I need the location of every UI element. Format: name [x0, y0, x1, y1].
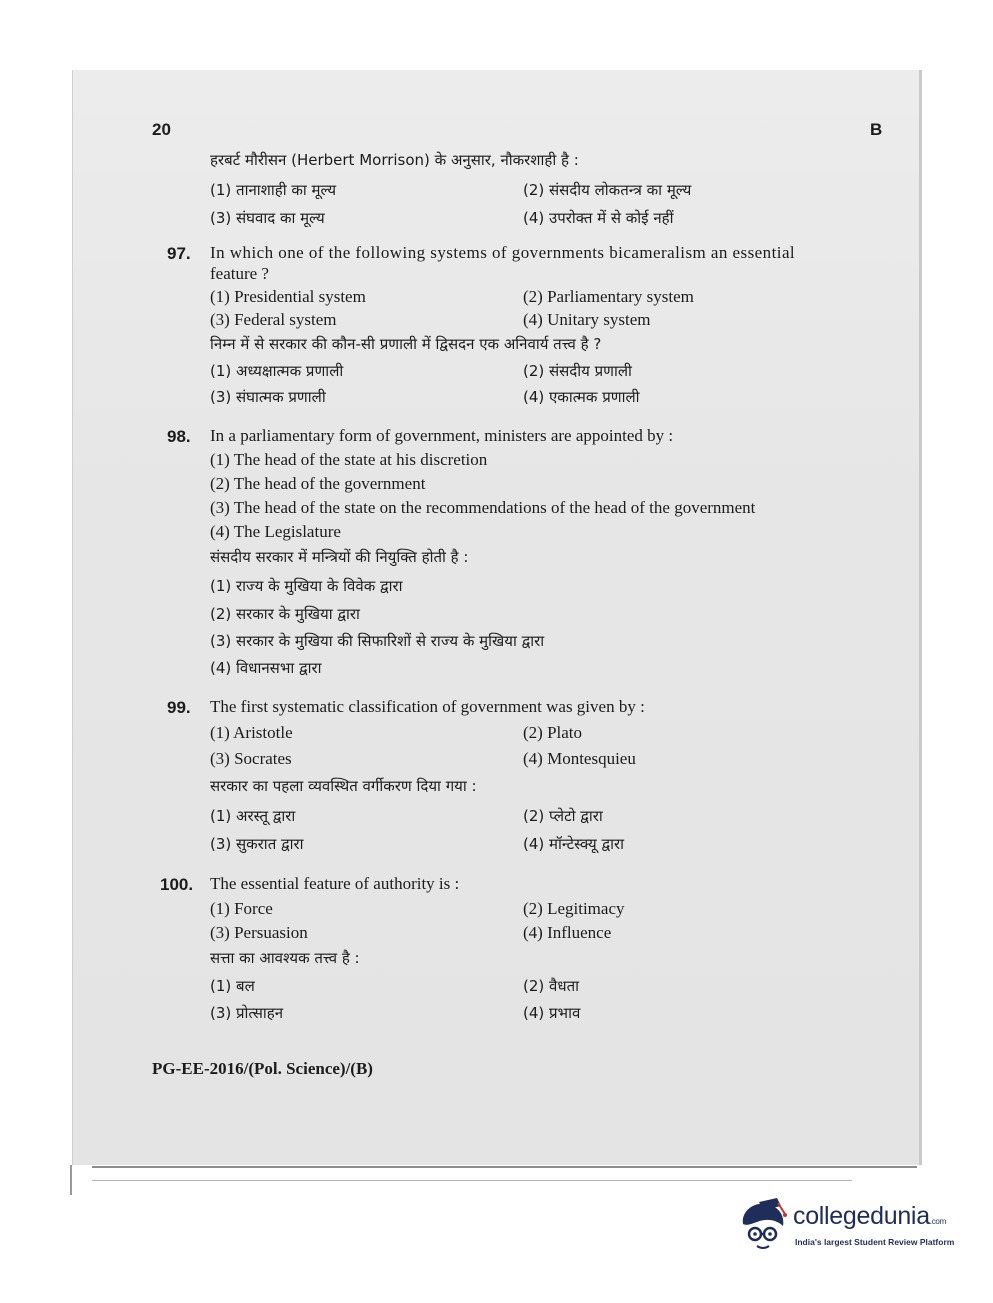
q98-option-2-hindi: (2) सरकार के मुखिया द्वारा — [210, 605, 360, 623]
page-left-edge — [70, 1165, 72, 1195]
q98-option-4: (4) The Legislature — [210, 522, 341, 541]
collegedunia-logo[interactable] — [737, 1196, 967, 1260]
q97-option-2-hindi: (2) संसदीय प्रणाली — [523, 362, 632, 380]
q100-option-2: (2) Legitimacy — [523, 899, 625, 918]
logo-wordmark: collegedunia — [793, 1202, 930, 1230]
q100-option-1-hindi: (1) बल — [210, 977, 255, 995]
q97-option-4-hindi: (4) एकात्मक प्रणाली — [523, 388, 640, 406]
q100-option-4-hindi: (4) प्रभाव — [523, 1004, 581, 1022]
q98-stem-english: In a parliamentary form of government, ministers are appointed by : — [210, 426, 674, 445]
logo-dotcom: .com — [929, 1217, 946, 1226]
q96-option-2: (2) संसदीय लोकतन्त्र का मूल्य — [523, 181, 692, 199]
q98-option-4-hindi: (4) विधानसभा द्वारा — [210, 659, 322, 677]
q99-option-3-hindi: (3) सुकरात द्वारा — [210, 835, 304, 853]
q99-stem-hindi: सरकार का पहला व्यवस्थित वर्गीकरण दिया गया : — [210, 777, 477, 795]
q97-option-1: (1) Presidential system — [210, 287, 366, 306]
q97-stem-english-1: In which one of the following systems of governments bicameralism an essential — [210, 243, 796, 262]
q99-stem-english: The first systematic classification of government was given by : — [210, 697, 645, 716]
q97-option-4: (4) Unitary system — [523, 310, 651, 329]
q100-number: 100. — [160, 875, 194, 894]
q99-option-1: (1) Aristotle — [210, 723, 293, 742]
q98-option-3-hindi: (3) सरकार के मुखिया की सिफारिशों से राज्य के मुखिया द्वारा — [210, 632, 545, 650]
mascot-icon — [737, 1198, 791, 1252]
q100-option-2-hindi: (2) वैधता — [523, 977, 580, 995]
paper-code-footer: PG-EE-2016/(Pol. Science)/(B) — [152, 1059, 373, 1078]
logo-tagline: India's largest Student Review Platform — [795, 1237, 955, 1247]
set-code: B — [870, 120, 883, 139]
page-bottom-edge — [92, 1166, 917, 1168]
q96-option-1: (1) तानाशाही का मूल्य — [210, 181, 337, 199]
q98-option-1: (1) The head of the state at his discretion — [210, 450, 488, 469]
q97-option-2: (2) Parliamentary system — [523, 287, 694, 306]
q98-option-1-hindi: (1) राज्य के मुखिया के विवेक द्वारा — [210, 577, 403, 595]
page-number: 20 — [152, 120, 171, 139]
q98-option-2: (2) The head of the government — [210, 474, 426, 493]
q97-number: 97. — [167, 244, 191, 263]
q96-option-4: (4) उपरोक्त में से कोई नहीं — [523, 209, 674, 227]
q100-option-3: (3) Persuasion — [210, 923, 308, 942]
q100-stem-english: The essential feature of authority is : — [210, 874, 460, 893]
q97-stem-english-2: feature ? — [210, 264, 269, 283]
scanned-page — [72, 70, 922, 1165]
q99-option-2-hindi: (2) प्लेटो द्वारा — [523, 807, 603, 825]
q100-option-1: (1) Force — [210, 899, 273, 918]
q96-option-3: (3) संघवाद का मूल्य — [210, 209, 325, 227]
q99-option-1-hindi: (1) अरस्तू द्वारा — [210, 807, 296, 825]
page-shadow-line — [92, 1180, 852, 1181]
q97-option-3: (3) Federal system — [210, 310, 337, 329]
q99-option-2: (2) Plato — [523, 723, 583, 742]
q96-stem-hindi: हरबर्ट मौरीसन (Herbert Morrison) के अनुसार, नौकरशाही है : — [210, 151, 579, 169]
q98-number: 98. — [167, 427, 191, 446]
q100-option-4: (4) Influence — [523, 923, 612, 942]
q99-option-3: (3) Socrates — [210, 749, 292, 768]
q100-stem-hindi: सत्ता का आवश्यक तत्त्व है : — [210, 949, 360, 967]
q99-option-4: (4) Montesquieu — [523, 749, 636, 768]
q97-option-3-hindi: (3) संघात्मक प्रणाली — [210, 388, 326, 406]
q97-stem-hindi: निम्न में से सरकार की कौन-सी प्रणाली में द्विसदन एक अनिवार्य तत्त्व है ? — [210, 335, 602, 353]
q99-option-4-hindi: (4) मॉन्टेस्क्यू द्वारा — [523, 835, 624, 853]
q98-stem-hindi: संसदीय सरकार में मन्त्रियों की नियुक्ति होती है : — [210, 548, 469, 566]
q98-option-3: (3) The head of the state on the recommendations of the head of the government — [210, 498, 756, 517]
q100-option-3-hindi: (3) प्रोत्साहन — [210, 1004, 284, 1022]
q99-number: 99. — [167, 698, 191, 717]
q97-option-1-hindi: (1) अध्यक्षात्मक प्रणाली — [210, 362, 344, 380]
